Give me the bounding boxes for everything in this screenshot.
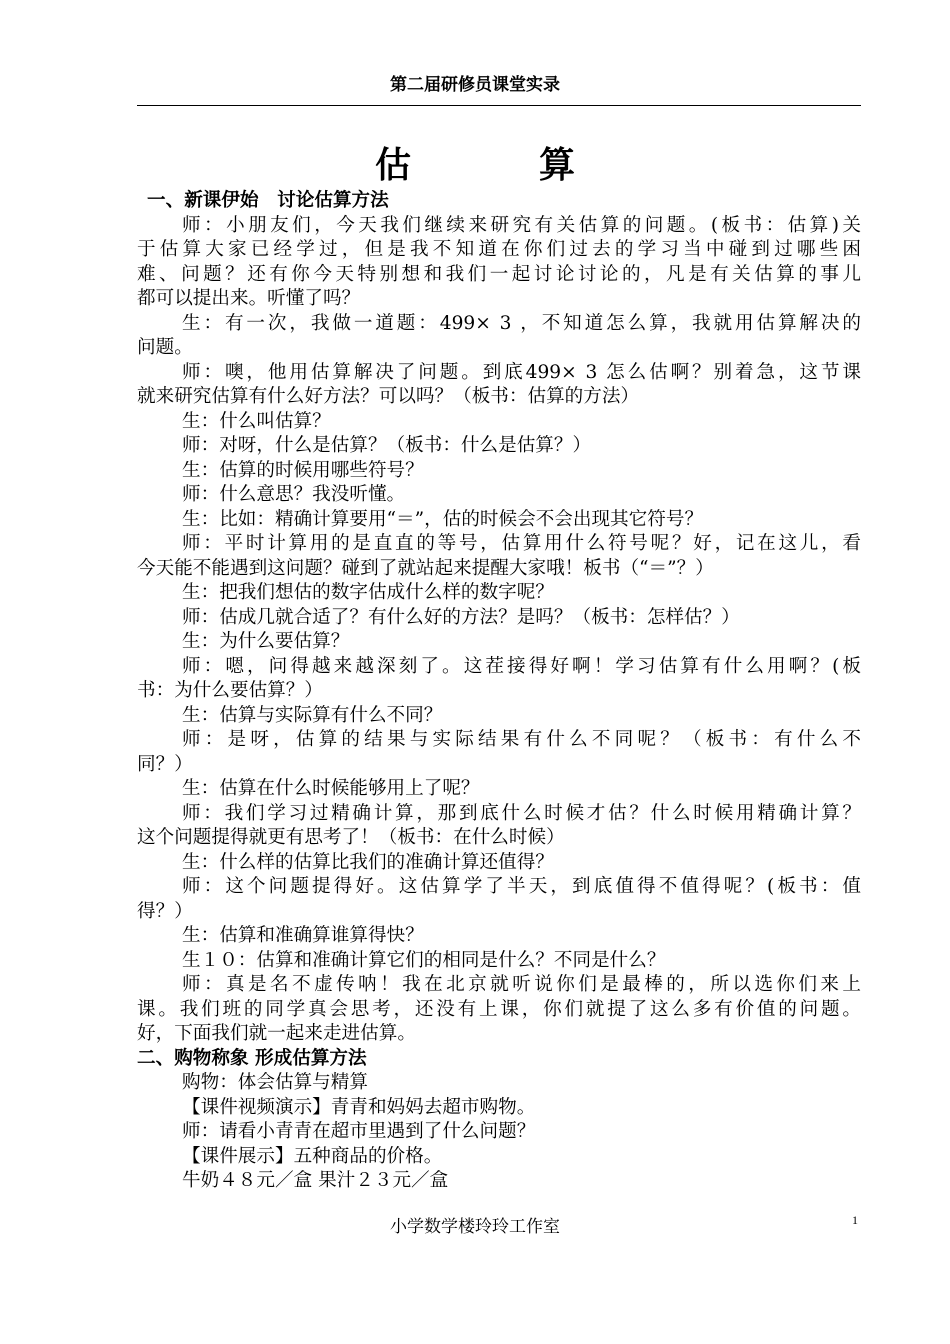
paragraph — [137, 1071, 861, 1096]
running-header-title: 第二届研修员课堂实录 — [390, 75, 560, 95]
section-heading: 二、购物称象 形成估算方法 — [137, 1047, 367, 1069]
paragraph — [137, 851, 861, 876]
section-heading: 一、新课伊始 讨论估算方法 — [147, 190, 389, 211]
paragraph — [137, 508, 861, 533]
paragraph — [137, 606, 861, 631]
paragraph-line: 师：什么意思？我没听懂。 — [182, 484, 406, 505]
paragraph-line: 生１０：估算和准确计算它们的相同是什么？不同是什么？ — [182, 949, 666, 971]
paragraph — [137, 875, 861, 924]
paragraph-line: 生：估算在什么时候能够用上了呢？ — [182, 778, 480, 799]
paragraph-line: 牛奶４８元／盒 果汁２３元／盒 — [182, 1170, 449, 1191]
paragraph-line: 师：请看小青青在超市里遇到了什么问题？ — [182, 1121, 536, 1142]
paragraph-line: 购物：体会估算与精算 — [182, 1072, 368, 1093]
paragraph-line: 师：平时计算用的是直直的等号，估算用什么符号呢？好，记在这儿，看 — [182, 533, 861, 554]
paragraph-line: 生：比如：精确计算要用“＝”，估的时候会不会出现其它符号？ — [182, 508, 704, 530]
paragraph — [137, 434, 861, 459]
paragraph — [137, 483, 861, 508]
paragraph — [137, 704, 861, 729]
header-divider — [137, 105, 861, 106]
paragraph — [137, 459, 861, 484]
paragraph-line: 同？） — [137, 753, 193, 775]
paragraph-line: 师：是呀，估算的结果与实际结果有什么不同呢？（板书：有什么不 — [182, 729, 861, 750]
paragraph — [137, 630, 861, 655]
paragraph-line: 生：什么叫估算？ — [182, 410, 331, 432]
paragraph-line: 好，下面我们就一起来走进估算。 — [137, 1023, 416, 1044]
paragraph-line: 师：对呀，什么是估算？（板书：什么是估算？） — [182, 435, 592, 456]
paragraph — [137, 973, 861, 1047]
paragraph-line: 难、问题？还有你今天特别想和我们一起讨论讨论的，凡是有关估算的事儿 — [137, 263, 861, 285]
paragraph — [137, 532, 861, 581]
paragraph-line: 生：估算和准确算谁算得快？ — [182, 925, 424, 946]
paragraph-line: 生：为什么要估算？ — [182, 631, 350, 652]
paragraph — [137, 655, 861, 704]
paragraph-line: 师：嗯，问得越来越深刻了。这茬接得好啊！学习估算有什么用啊？(板 — [182, 655, 861, 677]
paragraph — [137, 312, 861, 361]
paragraph — [137, 1145, 861, 1170]
document-body — [137, 189, 861, 1194]
paragraph — [137, 361, 861, 410]
paragraph-line: 师：估成几就合适了？有什么好的方法？是吗？（板书：怎样估？） — [182, 606, 740, 628]
footer-studio-name: 小学数学楼玲玲工作室 — [390, 1217, 560, 1237]
paragraph-line: 今天能不能遇到这问题？碰到了就站起来提醒大家哦！板书（“＝”？） — [137, 557, 714, 579]
paragraph-line: 生：估算的时候用哪些符号？ — [182, 459, 424, 481]
paragraph-line: 得？） — [137, 900, 193, 922]
paragraph — [137, 214, 861, 312]
paragraph-line: 都可以提出来。听懂了吗？ — [137, 288, 361, 309]
paragraph-line: 师：噢，他用估算解决了问题。到底499× 3 怎么估啊？别着急，这节课 — [182, 361, 861, 383]
paragraph-line: 这个问题提得就更有思考了！（板书：在什么时候） — [137, 827, 565, 848]
paragraph — [137, 1169, 861, 1194]
document-title: 估 算 — [374, 144, 621, 186]
paragraph-line: 【课件展示】五种商品的价格。 — [182, 1145, 443, 1167]
paragraph-line: 生：把我们想估的数字估成什么样的数字呢？ — [182, 582, 554, 603]
paragraph-line: 就来研究估算有什么好方法？可以吗？（板书：估算的方法） — [137, 386, 640, 407]
paragraph-line: 【课件视频演示】青青和妈妈去超市购物。 — [182, 1096, 536, 1118]
paragraph-line: 生：估算与实际算有什么不同？ — [182, 704, 443, 726]
paragraph-line: 问题。 — [137, 337, 193, 358]
paragraph — [137, 924, 861, 949]
paragraph — [137, 410, 861, 435]
page-number: 1 — [852, 1213, 858, 1227]
paragraph-line: 师：小朋友们，今天我们继续来研究有关估算的问题。(板书：估算)关 — [182, 214, 861, 236]
paragraph-line: 师：真是名不虚传呐！我在北京就听说你们是最棒的，所以选你们来上 — [182, 974, 861, 995]
paragraph — [137, 581, 861, 606]
paragraph — [137, 728, 861, 777]
paragraph-line: 生：有一次，我做一道题：499× 3 ，不知道怎么算，我就用估算解决的 — [182, 312, 861, 334]
paragraph — [137, 949, 861, 974]
paragraph-line: 课。我们班的同学真会思考，还没有上课，你们就提了这么多有价值的问题。 — [137, 998, 861, 1020]
paragraph-line: 生：什么样的估算比我们的准确计算还值得？ — [182, 851, 554, 873]
paragraph — [137, 1120, 861, 1145]
paragraph-line: 师：我们学习过精确计算，那到底什么时候才估？什么时候用精确计算？ — [182, 802, 861, 824]
paragraph — [137, 1096, 861, 1121]
paragraph-line: 于估算大家已经学过，但是我不知道在你们过去的学习当中碰到过哪些困 — [137, 239, 861, 260]
paragraph — [137, 802, 861, 851]
paragraph — [137, 777, 861, 802]
paragraph-line: 书：为什么要估算？） — [137, 680, 323, 701]
paragraph-line: 师：这个问题提得好。这估算学了半天，到底值得不值得呢？(板书：值 — [182, 876, 861, 897]
